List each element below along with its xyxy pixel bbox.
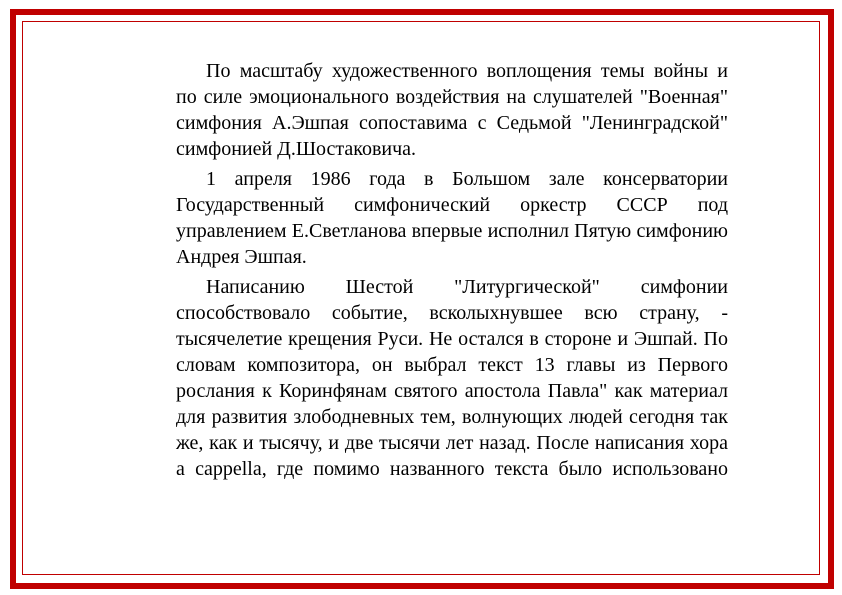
slide-text-body — [176, 58, 728, 486]
paragraph-liturgical-symphony: Написанию Шестой "Литургической" симфонии способствовало событие, всколыхнувшее всю страну, - тысячелетие крещения Руси. Не остался в стороне и Эшпай. По словам композитора, он выбрал текст 13 главы из Первого рослания к Коринфянам святого апостола Павла" как материал для развития злободневных тем, волнующих людей сегодня так же, как и тысячу, и две тысячи лет назад. После написания хора a cappella, где помимо названного текста было использовано — [176, 276, 728, 480]
paragraph-military-symphony: По масштабу художественного воплощения темы войны и по силе эмоционального воздействия на слушателей "Военная" симфония А.Эшпая сопоставима с Седьмой "Ленинградской" симфонией Д.Шостаковича. — [176, 60, 728, 160]
paragraph-fifth-symphony-premiere: 1 апреля 1986 года в Большом зале консерватории Государственный симфонический оркестр СССР под управлением Е.Светланова впервые исполнил Пятую симфонию Андрея Эшпая. — [176, 168, 728, 268]
